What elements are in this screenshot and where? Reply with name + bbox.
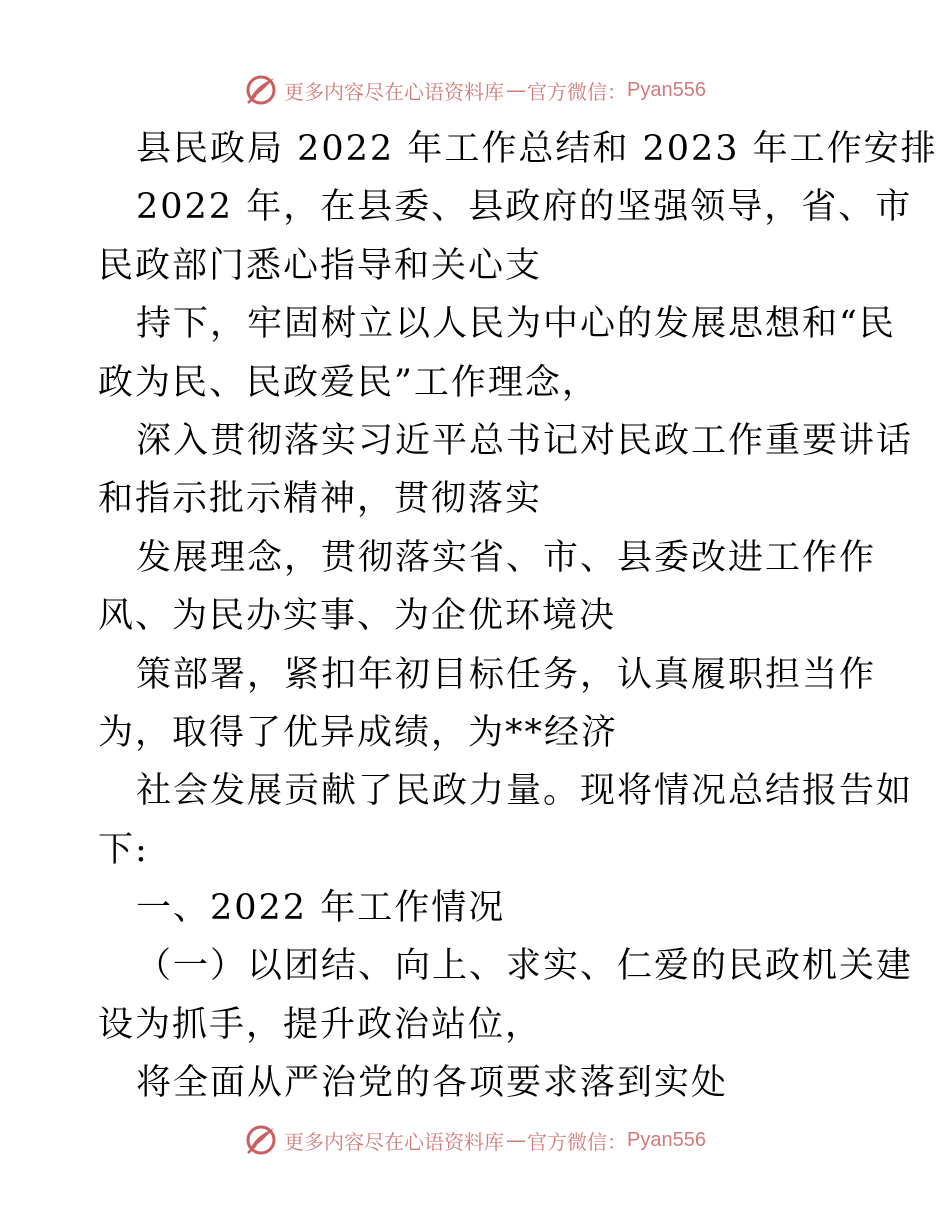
paragraph-line: 政为民、民政爱民”工作理念， [98,362,599,403]
paragraph-line: 发展理念，贯彻落实省、市、县委改进工作作 [136,537,877,578]
paragraph-line: 社会发展贡献了民政力量。现将情况总结报告如 [136,771,914,812]
watermark-contact-label: 官方微信： [527,1129,628,1154]
paragraph-line: 2022 年，在县委、县政府的坚强领导，省、市 [136,187,913,228]
document-body [98,120,938,1113]
header-watermark-banner [0,70,950,110]
paragraph-line: 和指示批示精神，贯彻落实 [98,479,543,520]
watermark-contact-label: 官方微信： [527,79,628,104]
paragraph-line: 风、为民办实事、为企优环境决 [98,596,617,637]
paragraph-line: 为，取得了优异成绩，为**经济 [98,712,619,753]
paragraph-line: 民政部门悉心指导和关心支 [98,245,543,286]
watermark-text: 更多内容尽在心语资料库 [284,79,505,104]
quill-swirl-icon [244,1123,278,1157]
watermark-text: 更多内容尽在心语资料库 [284,1129,505,1154]
watermark-separator: — [506,1128,526,1152]
subsection-heading: （一）以团结、向上、求实、仁爱的民政机关建 [136,946,914,987]
quill-swirl-icon [244,73,278,107]
footer-watermark-banner [0,1120,950,1160]
paragraph-line: 下: [98,829,149,870]
watermark-contact-id: Pyan556 [627,78,706,101]
watermark-separator: — [506,78,526,102]
paragraph-line: 设为抓手，提升政治站位， [98,1004,543,1045]
paragraph-line: 深入贯彻落实习近平总书记对民政工作重要讲话 [136,420,914,461]
document-title: 县民政局 2022 年工作总结和 2023 年工作安排 [136,129,938,169]
section-heading: 一、2022 年工作情况 [136,888,506,929]
paragraph-line: 将全面从严治党的各项要求落到实处 [136,1063,729,1104]
watermark-contact-id: Pyan556 [627,1128,706,1151]
paragraph-line: 持下，牢固树立以人民为中心的发展思想和“民 [136,304,896,345]
paragraph-line: 策部署，紧扣年初目标任务，认真履职担当作 [136,654,877,695]
